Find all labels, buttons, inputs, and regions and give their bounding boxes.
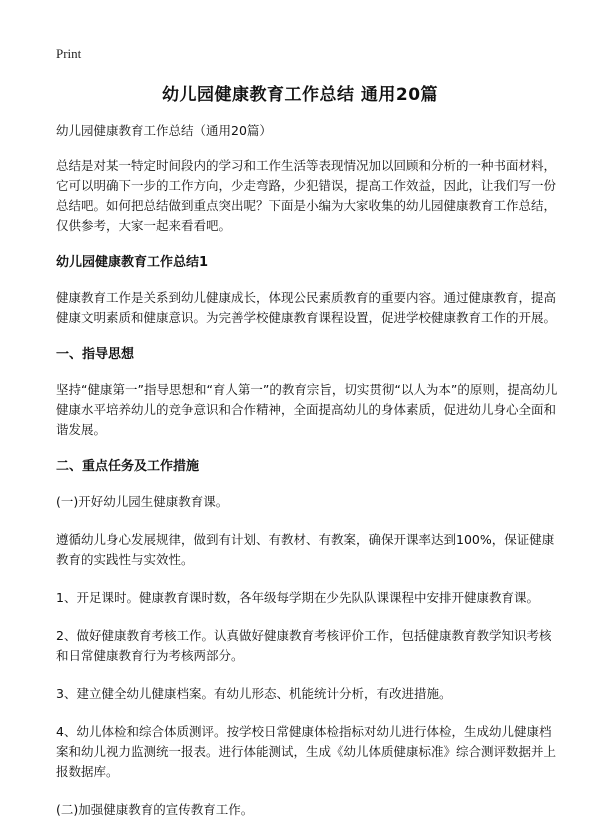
section-heading-1: 幼儿园健康教育工作总结1 [56, 255, 209, 270]
print-link[interactable]: Print [56, 46, 82, 61]
list-item-3: 3、建立健全幼儿健康档案。有幼儿形态、机能统计分析，有改进措施。 [56, 686, 452, 701]
section1-paragraph: 健康教育工作是关系到幼儿健康成长，体现公民素质教育的重要内容。通过健康教育，提高健康文明素质和健康意识。为完善学校健康教育课程设置，促进学校健康教育工作的开展。 [56, 290, 557, 325]
guiding-paragraph: 坚持“健康第一”指导思想和“育人第一”的教育宗旨，切实贯彻“以人为本”的原则，提高幼儿健康水平培养幼儿的竞争意识和合作精神，全面提高幼儿的身体素质，促进幼儿身心全面和谐发展。 [56, 382, 558, 437]
heading-key-tasks: 二、重点任务及工作措施 [56, 459, 200, 474]
document-body [56, 122, 560, 838]
task2-title: (二)加强健康教育的宣传教育工作。 [56, 802, 254, 817]
page-title: 幼儿园健康教育工作总结 通用20篇 [161, 85, 439, 105]
document-subtitle: 幼儿园健康教育工作总结（通用20篇） [56, 123, 272, 138]
list-item-2: 2、做好健康教育考核工作。认真做好健康教育考核评价工作，包括健康教育教学知识考核和日常健康教育行为考核两部分。 [56, 628, 552, 663]
list-item-1: 1、开足课时。健康教育课时数，各年级每学期在少先队队课课程中安排开健康教育课。 [56, 590, 539, 605]
intro-paragraph: 总结是对某一特定时间段内的学习和工作生活等表现情况加以回顾和分析的一种书面材料，它可以明确下一步的工作方向，少走弯路，少犯错误，提高工作效益，因此，让我们写一份总结吧。如何把总结做到重点突出呢？下面是小编为大家收集的幼儿园健康教育工作总结，仅供参考，大家一起来看看吧。 [56, 158, 557, 233]
heading-guiding-ideology: 一、指导思想 [56, 347, 135, 362]
task1-title: (一)开好幼儿园生健康教育课。 [56, 494, 229, 509]
list-item-4: 4、幼儿体检和综合体质测评。按学校日常健康体检指标对幼儿进行体检，生成幼儿健康档案和幼儿视力监测统一报表。进行体能测试，生成《幼儿体质健康标准》综合测评数据并上报数据库。 [56, 724, 557, 779]
task1-paragraph: 遵循幼儿身心发展规律，做到有计划、有教材、有教案，确保开课率达到100%，保证健康教育的实践性与实效性。 [56, 532, 555, 567]
